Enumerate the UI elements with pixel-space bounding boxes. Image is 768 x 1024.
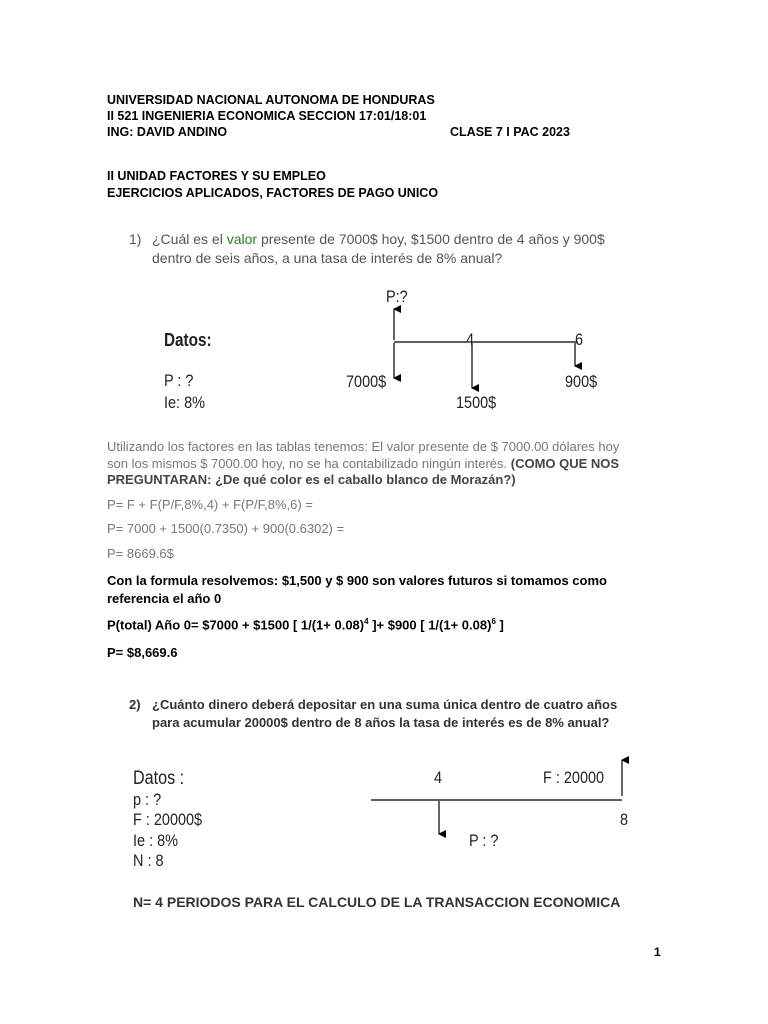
section-subtitle: EJERCICIOS APLICADOS, FACTORES DE PAGO UNICO — [107, 186, 439, 200]
q1-tick-6: 6 — [575, 330, 584, 349]
q1-formula3: P= 8669.6$ — [107, 546, 174, 561]
q2-periods-note: N= 4 PERIODOS PARA EL CALCULO DE LA TRANSACCION ECONOMICA — [133, 894, 621, 910]
q2-text-line2: para acumular 20000$ dentro de 8 años la tasa de interés es de 8% anual? — [152, 715, 610, 730]
q1-number: 1) — [129, 231, 142, 247]
q2-datos-title: Datos : — [133, 768, 185, 789]
page-number: 1 — [654, 945, 661, 959]
q1-formula2: P= 7000 + 1500(0.7350) + 900(0.6302) = — [107, 521, 345, 536]
q2-datos-f: F : 20000$ — [133, 810, 203, 829]
q1-explain-line2: son los mismos $ 7000.00 hoy, no se ha contabilizado ningún interés. (COMO QUE NOS — [107, 456, 620, 471]
class-info: CLASE 7 I PAC 2023 — [450, 125, 570, 139]
q2-p-label: P : ? — [469, 831, 499, 850]
q2-tick-4: 4 — [434, 768, 443, 787]
q2-datos-p: p : ? — [133, 790, 162, 809]
q1-text-line2: dentro de seis años, a una tasa de interés de 8% anual? — [152, 250, 503, 266]
q1-result: P= $8,669.6 — [107, 645, 178, 660]
q1-tick-4: 4 — [466, 330, 475, 349]
q1-formula1: P= F + F(P/F,8%,4) + F(P/F,8%,6) = — [107, 497, 313, 512]
q1-value-900: 900$ — [565, 372, 598, 391]
q1-note-line2: referencia el año 0 — [107, 591, 222, 606]
q1-datos-ie: Ie: 8% — [164, 393, 205, 412]
q1-value-1500: 1500$ — [456, 393, 497, 412]
q1-explain-line3: PREGUNTARAN: ¿De qué color es el caballo blanco de Morazán?) — [107, 472, 516, 487]
q1-text-line1: ¿Cuál es el valor presente de 7000$ hoy, $1500 dentro de 4 años y 900$ — [152, 231, 605, 247]
q2-text-line1: ¿Cuánto dinero deberá depositar en una suma única dentro de cuatro años — [152, 697, 618, 712]
q2-number: 2) — [129, 697, 141, 712]
q1-top-label: P:? — [386, 287, 408, 306]
q2-tick-8: 8 — [620, 810, 629, 829]
q2-datos-n: N : 8 — [133, 851, 164, 870]
q1-explain-line1: Utilizando los factores en las tablas tenemos: El valor presente de $ 7000.00 dólares hoy — [107, 439, 620, 454]
unit-title: II UNIDAD FACTORES Y SU EMPLEO — [107, 169, 326, 183]
course-line: II 521 INGENIERIA ECONOMICA SECCION 17:01/18:01 — [107, 109, 427, 123]
q1-value-7000: 7000$ — [346, 372, 387, 391]
q1-datos-p: P : ? — [164, 371, 194, 390]
university-name: UNIVERSIDAD NACIONAL AUTONOMA DE HONDURAS — [107, 93, 435, 107]
instructor: ING: DAVID ANDINO — [107, 125, 228, 139]
q2-f-label: F : 20000 — [543, 768, 605, 787]
q1-highlight: valor — [226, 231, 258, 247]
q1-datos-title: Datos: — [164, 330, 212, 350]
q1-note-line1: Con la formula resolvemos: $1,500 y $ 900 son valores futuros si tomamos como — [107, 573, 607, 588]
q1-ptotal-formula: P(total) Año 0= $7000 + $1500 [ $1/(1+ 0.08)^4$ ]+ $900 [ $1/(1+ 0.08)^6$ ] — [107, 617, 504, 633]
q2-datos-ie: Ie : 8% — [133, 831, 178, 850]
